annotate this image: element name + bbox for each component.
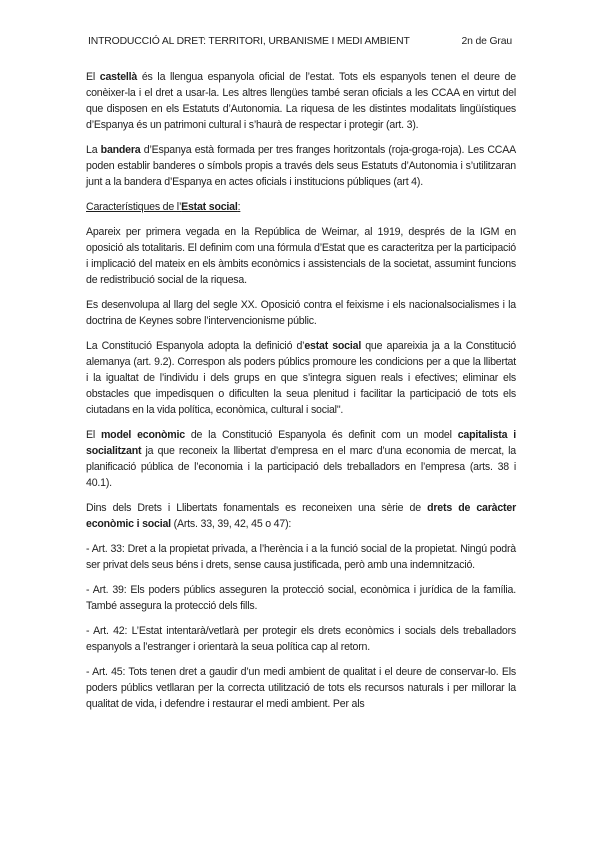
- text-run: (Arts. 33, 39, 42, 45 o 47):: [170, 518, 292, 530]
- bold-term: estat social: [304, 340, 362, 352]
- header-course: 2n de Grau: [461, 36, 512, 47]
- header-title: INTRODUCCIÓ AL DRET: TERRITORI, URBANISME I MEDI AMBIENT: [88, 36, 410, 47]
- bold-term: drets de caràcter econòmic i social: [86, 502, 516, 530]
- section-heading-estat-social: [86, 199, 516, 215]
- list-item-art-45: - Art. 45: Tots tenen dret a gaudir d’un medi ambient de qualitat i el deure de conservar-lo. Els poders públics vetllaran per la correcta utilització de tots els recursos naturals i per millorar la qualitat de vida, i defendre i restaurar el medi ambient. Per als: [86, 666, 516, 710]
- bold-term: bandera: [100, 144, 141, 156]
- text-run: que apareixia ja a la Constitució alemanya (art. 9.2). Correspon als poders públics promoure les condicions per a que la llibertat i la igualtat de l’individu i dels grups en que s’integra siguen reals i efectives; eliminar els obstacles que impedisquen o dificulten la seua plenitud i facilitar la participació de tots els ciutadans en la vida política, econòmica, cultural i social".: [86, 340, 516, 416]
- paragraph-segle-xx: Es desenvolupa al llarg del segle XX. Oposició contra el feixisme i els nacionalsocialismes i la doctrina de Keynes sobre l’intervencionisme públic.: [86, 299, 516, 327]
- text-run: :: [237, 201, 241, 213]
- text-run: Característiques de l’: [86, 201, 182, 213]
- text-run: La Constitució Espanyola adopta la definició d’: [86, 340, 305, 352]
- bold-term: capitalista i socialitzant: [86, 429, 516, 457]
- bold-term: Estat social: [181, 201, 238, 213]
- list-item-art-39: - Art. 39: Els poders públics asseguren la protecció social, econòmica i jurídica de la família. També assegura la protecció dels fills.: [86, 584, 516, 612]
- bold-term: model econòmic: [100, 429, 185, 441]
- text-run: La: [86, 144, 101, 156]
- bold-term: castellà: [99, 71, 138, 83]
- list-item-art-33: - Art. 33: Dret a la propietat privada, a l’herència i a la funció social de la propietat. Ningú podrà ser privat dels seus béns i drets, sense causa justificada, però amb una indemnització.: [86, 543, 516, 571]
- paragraph-drets: [86, 500, 516, 532]
- text-run: El: [86, 71, 100, 83]
- list-item-art-42: - Art. 42: L’Estat intentarà/vetlarà per protegir els drets econòmics i socials dels treballadors espanyols a l’estranger i orientarà la seua política cap al retorn.: [86, 625, 516, 653]
- paragraph-weimar: Apareix per primera vegada en la República de Weimar, al 1919, després de la IGM en oposició als totalitaris. El definim com una fórmula d’Estat que es caracteritza per la participació i implicació del mateix en els àmbits econòmics i assistencials de la societat, assumint funcions de redistribució social de la riquesa.: [86, 226, 516, 286]
- page-header: [88, 36, 512, 52]
- paragraph-model-economic: [86, 427, 516, 491]
- text-run: El: [86, 429, 101, 441]
- text-run: Dins dels Drets i Llibertats fonamentals es reconeixen una sèrie de: [86, 502, 428, 514]
- text-run: d’Espanya està formada per tres franges horitzontals (roja-groga-roja). Les CCAA poden establir banderes o símbols propis a través dels seus Estatuts d’Autonomia i s’utilitzaran junt a la bandera d’Espanya en actes oficials i institucions públiques (art 4).: [86, 144, 516, 188]
- paragraph-constitucio: [86, 338, 516, 418]
- text-run: ja que reconeix la llibertat d’empresa en el marc d’una economia de mercat, la planificació pública de l’economia i la participació dels treballadors en l’empresa (arts. 38 i 40.1).: [86, 445, 516, 489]
- document-body: [86, 69, 516, 721]
- paragraph-bandera: [86, 142, 516, 190]
- paragraph-castella: [86, 69, 516, 133]
- text-run: de la Constitució Espanyola és definit com un model: [184, 429, 458, 441]
- text-run: és la llengua espanyola oficial de l’estat. Tots els espanyols tenen el deure de conèixer-la i el dret a usar-la. Les altres llengües també seran oficials a les CCAA en virtut del que disposen en els Estatuts d’Autonomia. La riquesa de les distintes modalitats lingüístiques d’Espanya és un patrimoni cultural i s’haurà de respectar i protegir (art. 3).: [86, 71, 516, 131]
